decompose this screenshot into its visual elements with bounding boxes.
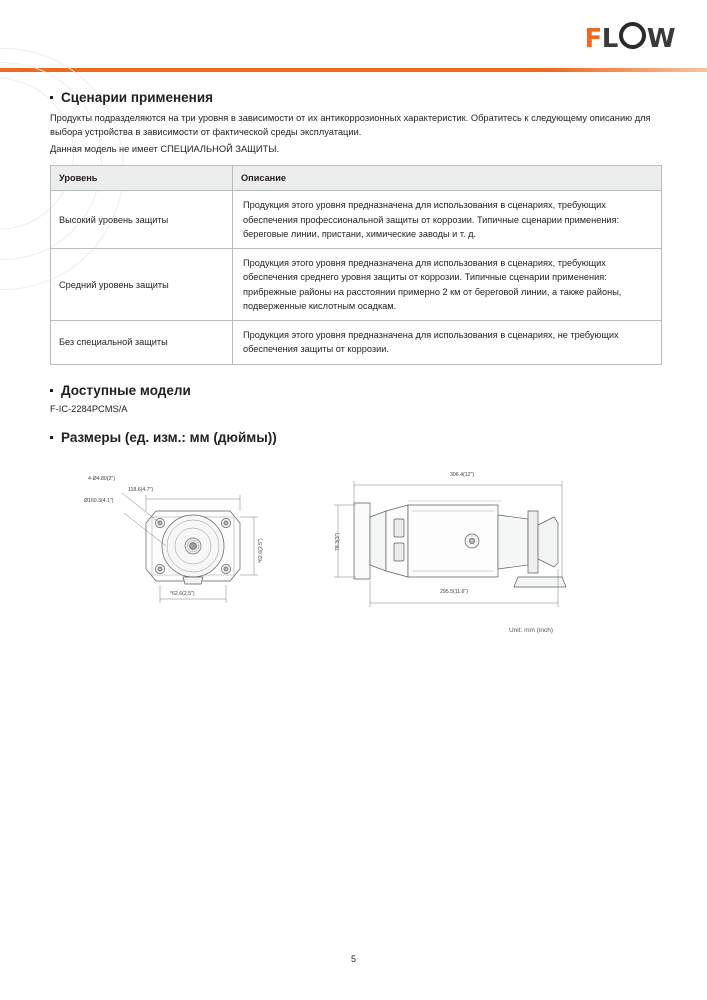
table-cell-level: Средний уровень защиты <box>51 249 233 321</box>
table-header-description: Описание <box>233 166 662 191</box>
table-cell-description: Продукция этого уровня предназначена для использования в сценариях, требующих обеспечения профессиональной защиты от коррозии. Типичные сценарии применения: береговые линии, пристани, химические заводы и т. д. <box>233 191 662 249</box>
unit-note: Unit: mm (inch) <box>508 626 553 634</box>
table-cell-description: Продукция этого уровня предназначена для использования в сценариях, не требующих обеспечения защиты от коррозии. <box>233 321 662 365</box>
logo-suffix: W <box>646 24 675 54</box>
header-divider <box>0 68 707 72</box>
table-cell-description: Продукция этого уровня предназначена для использования в сценариях, требующих обеспечения среднего уровня защиты от коррозии. Типичные сценарии применения: прибрежные районы на расстоянии примерно 2 км от береговой линии, а также районы, подверженные кислотным осадкам. <box>233 249 662 321</box>
table-header-level: Уровень <box>51 166 233 191</box>
table-cell-level: Высокий уровень защиты <box>51 191 233 249</box>
protection-levels-table <box>50 165 662 365</box>
side-top-width-label: 306.4(12") <box>450 471 475 478</box>
side-view-drawing <box>312 467 612 627</box>
base-screw-dimension-label: 4-Ø4.80(2") <box>88 475 115 482</box>
model-number: F-IC-2284PCMS/A <box>50 403 128 414</box>
scenarios-paragraph-1: Продукты подразделяются на три уровня в зависимости от их антикоррозионных характеристик. Обратитесь к следующему описанию для выбора устройства в зависимости от фактической среды эксплуатации. <box>50 113 651 138</box>
base-hole-dimension-label: Ø160.3(4.1") <box>84 497 114 504</box>
base-bottom-width-label: *62.6(2.5") <box>170 590 195 597</box>
logo-letter-l: L <box>601 24 618 54</box>
page-content <box>0 90 707 669</box>
flow-logo <box>584 22 675 54</box>
section-title-scenarios: Сценарии применения <box>50 90 657 105</box>
logo-o-icon <box>619 22 646 49</box>
table-header-row <box>51 166 662 191</box>
logo-prefix: F <box>584 24 602 54</box>
section-title-models: Доступные модели <box>50 383 657 398</box>
base-plate-drawing <box>88 473 298 633</box>
base-top-width-label: 118.6(4.7") <box>128 486 154 493</box>
table-cell-level: Без специальной защиты <box>51 321 233 365</box>
table-row <box>51 249 662 321</box>
table-row <box>51 191 662 249</box>
page-header <box>0 0 707 72</box>
dimension-drawings <box>50 459 657 669</box>
side-left-height-label: 78.3(3") <box>335 532 341 551</box>
page-number: 5 <box>350 954 356 964</box>
scenarios-paragraph-2: Данная модель не имеет СПЕЦИАЛЬНОЙ ЗАЩИТЫ. <box>50 143 280 154</box>
side-bottom-width-label: 295.5(11.6") <box>440 588 468 595</box>
table-row <box>51 321 662 365</box>
section-title-dimensions: Размеры (ед. изм.: мм (дюймы)) <box>50 430 657 445</box>
base-right-height-label: *62.6(2.5") <box>258 538 264 563</box>
